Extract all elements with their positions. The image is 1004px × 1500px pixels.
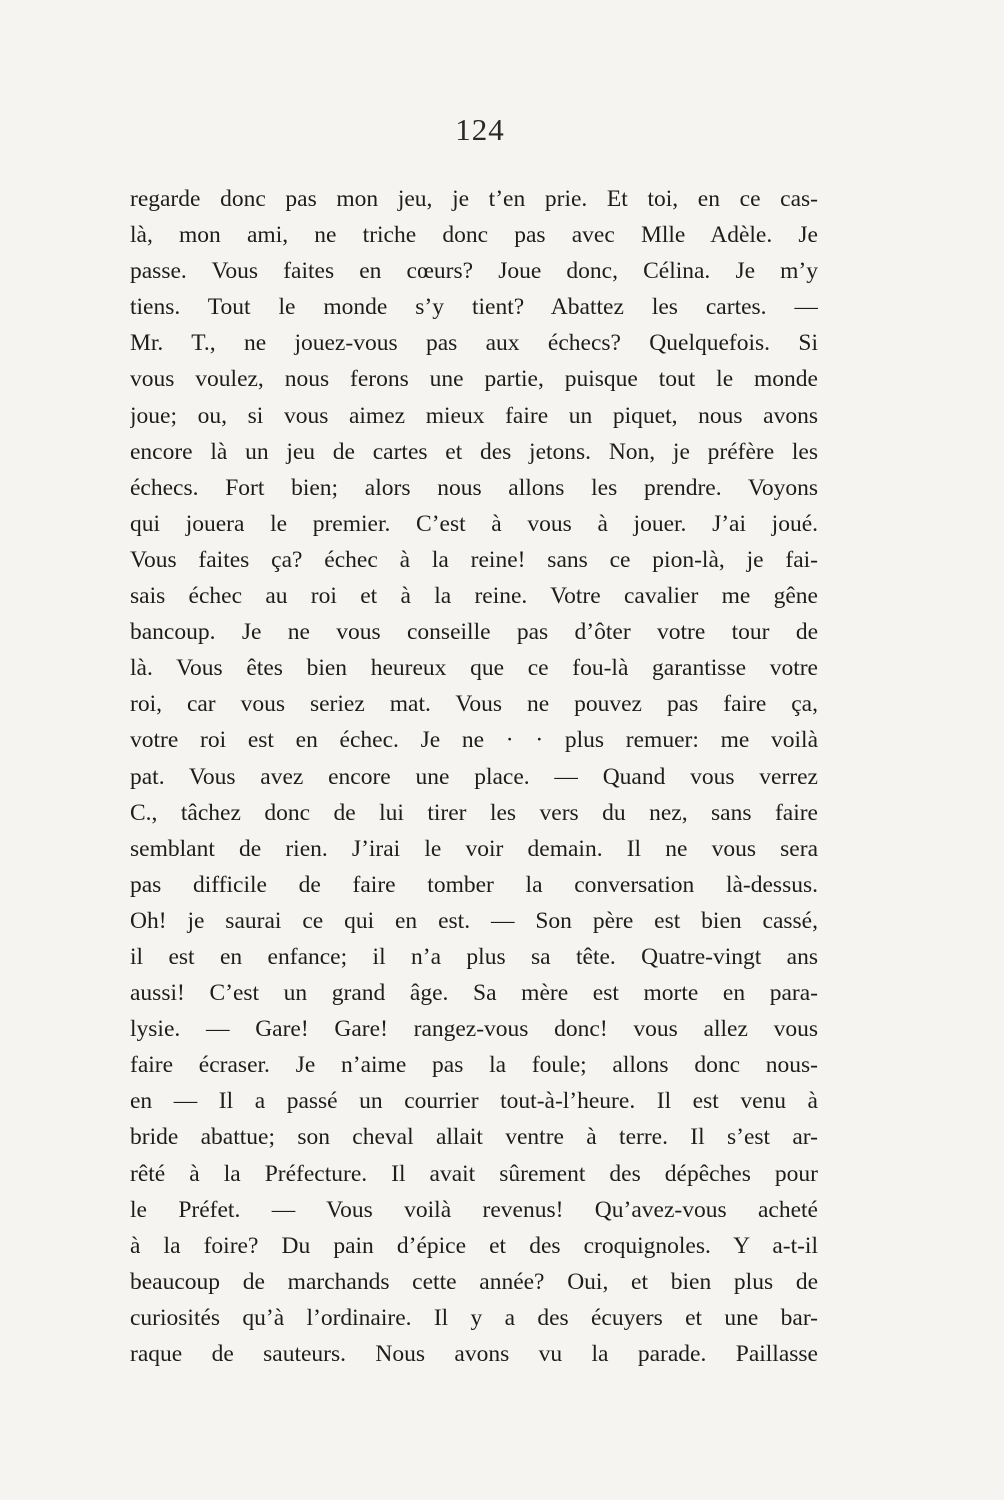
text-line: pat. Vous avez encore une place. — Quand vous verrez: [130, 763, 818, 790]
text-line: à la foire? Du pain d’épice et des croquignoles. Y a-t-il: [130, 1232, 818, 1259]
text-line: roi, car vous seriez mat. Vous ne pouvez pas faire ça,: [130, 691, 818, 718]
text-line: Mr. T., ne jouez-vous pas aux échecs? Quelquefois. Si: [130, 330, 818, 357]
text-line: sais échec au roi et à la reine. Votre cavalier me gêne: [130, 583, 818, 610]
text-line: Vous faites ça? échec à la reine! sans ce pion-là, je fai-: [130, 546, 818, 573]
text-line: Oh! je saurai ce qui en est. — Son père est bien cassé,: [130, 907, 818, 934]
text-line: échecs. Fort bien; alors nous allons les prendre. Voyons: [130, 474, 818, 501]
text-line: vous voulez, nous ferons une partie, puisque tout le monde: [130, 366, 818, 393]
text-line: bride abattue; son cheval allait ventre à terre. Il s’est ar-: [130, 1124, 818, 1151]
text-line: lysie. — Gare! Gare! rangez-vous donc! vous allez vous: [130, 1016, 818, 1043]
text-line: là. Vous êtes bien heureux que ce fou-là garantisse votre: [130, 655, 818, 682]
text-line: il est en enfance; il n’a plus sa tête. Quatre-vingt ans: [130, 943, 818, 970]
page-number: 124: [455, 112, 505, 147]
text-line: regarde donc pas mon jeu, je t’en prie. Et toi, en ce cas-: [130, 186, 818, 212]
text-line: joue; ou, si vous aimez mieux faire un piquet, nous avons: [130, 402, 818, 429]
text-line: beaucoup de marchands cette année? Oui, et bien plus de: [130, 1268, 818, 1295]
text-line: aussi! C’est un grand âge. Sa mère est morte en para-: [130, 980, 818, 1007]
text-line: en — Il a passé un courrier tout-à-l’heure. Il est venu à: [130, 1088, 818, 1115]
text-line: tiens. Tout le monde s’y tient? Abattez les cartes. —: [130, 294, 818, 321]
text-line: C., tâchez donc de lui tirer les vers du nez, sans faire: [130, 799, 818, 826]
text-line: faire écraser. Je n’aime pas la foule; allons donc nous-: [130, 1052, 818, 1079]
text-line: encore là un jeu de cartes et des jetons. Non, je préfère les: [130, 438, 818, 465]
text-line: raque de sauteurs. Nous avons vu la parade. Paillasse: [130, 1341, 818, 1367]
text-line: votre roi est en échec. Je ne · · plus remuer: me voilà: [130, 727, 818, 754]
body-text: [130, 181, 818, 1372]
text-line: là, mon ami, ne triche donc pas avec Mlle Adèle. Je: [130, 222, 818, 249]
text-line: semblant de rien. J’irai le voir demain. Il ne vous sera: [130, 835, 818, 862]
text-line: pas difficile de faire tomber la conversation là-dessus.: [130, 871, 818, 898]
text-line: passe. Vous faites en cœurs? Joue donc, Célina. Je m’y: [130, 258, 818, 285]
text-line: le Préfet. — Vous voilà revenus! Qu’avez-vous acheté: [130, 1196, 818, 1223]
text-line: bancoup. Je ne vous conseille pas d’ôter votre tour de: [130, 619, 818, 646]
text-line: rêté à la Préfecture. Il avait sûrement des dépêches pour: [130, 1160, 818, 1187]
text-line: qui jouera le premier. C’est à vous à jouer. J’ai joué.: [130, 510, 818, 537]
text-line: curiosités qu’à l’ordinaire. Il y a des écuyers et une bar-: [130, 1304, 818, 1331]
